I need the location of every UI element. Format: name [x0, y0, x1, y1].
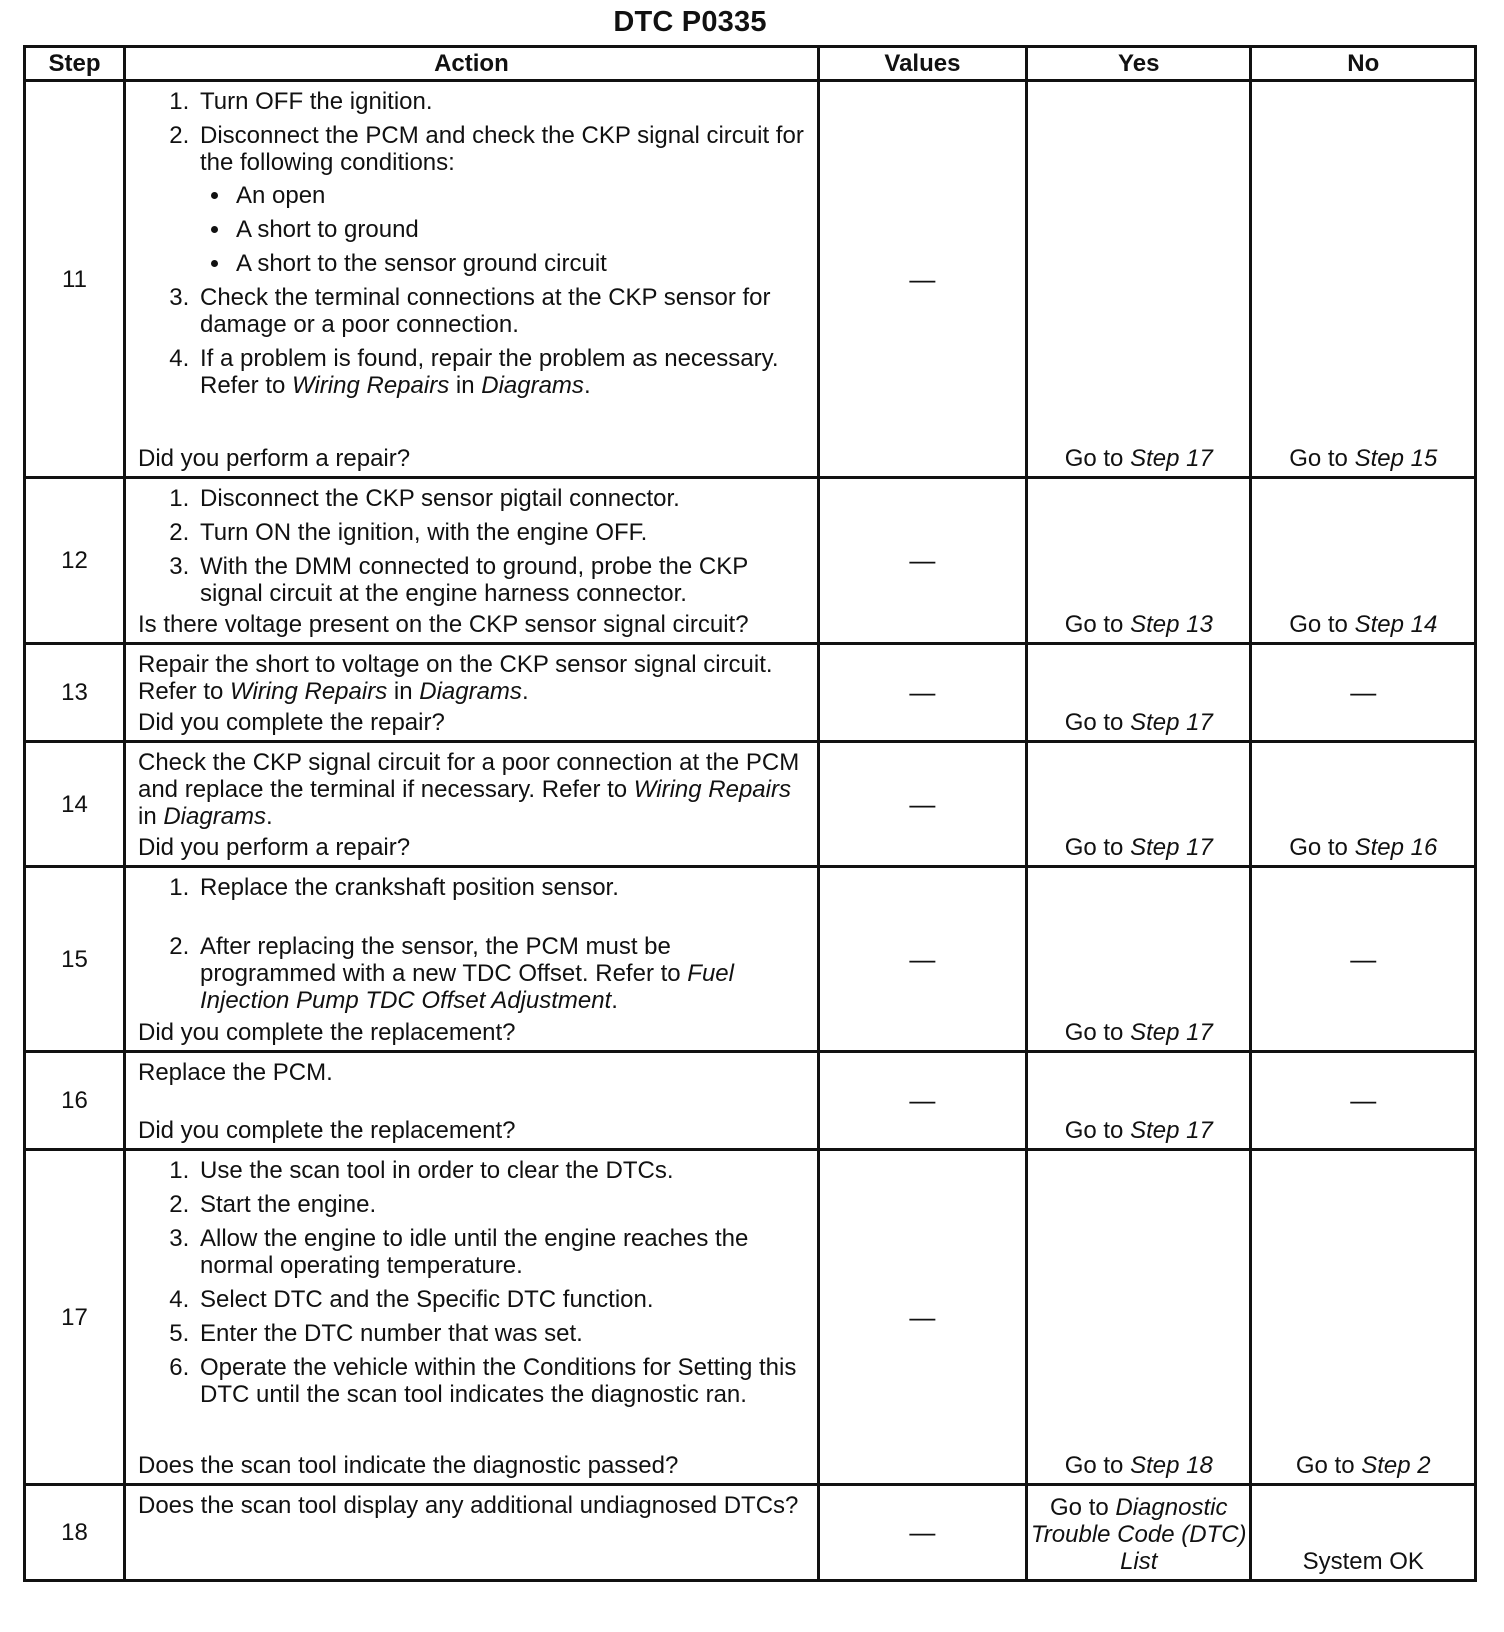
goto-label: Go to — [1064, 445, 1124, 472]
question-text: Is there voltage present on the CKP sensor signal circuit? — [137, 611, 749, 638]
list-item-text: If a problem is found, repair the problem as necessary. Refer to — [199, 345, 779, 399]
values-cell: — — [818, 81, 1026, 478]
goto-label: Go to — [1064, 834, 1124, 861]
header-values: Values — [818, 47, 1026, 81]
no-cell — [1251, 1150, 1476, 1485]
step-number: 11 — [25, 81, 125, 478]
list-item: 1. Replace the crankshaft position sensor. — [196, 874, 809, 901]
goto-label: Go to — [1064, 709, 1124, 736]
bullet-item: • A short to ground — [232, 216, 809, 243]
yes-cell — [1027, 742, 1251, 867]
no-target: Step 16 — [1354, 834, 1438, 861]
action-cell — [124, 1052, 818, 1150]
reference-link: Wiring Repairs — [633, 776, 791, 803]
step-number: 18 — [25, 1485, 125, 1581]
list-item: 1. Disconnect the CKP sensor pigtail connector. — [196, 485, 809, 512]
step-number: 15 — [25, 867, 125, 1052]
values-cell: — — [818, 1485, 1026, 1581]
yes-target: Diagnostic Trouble Code (DTC) List — [1030, 1494, 1247, 1575]
page-title: DTC P0335 — [613, 6, 767, 38]
list-item: 3. With the DMM connected to ground, probe the CKP signal circuit at the engine harness connector. — [196, 553, 809, 607]
list-item-text: After replacing the sensor, the PCM must be programmed with a new TDC Offset. Refer to — [199, 933, 681, 987]
reference-link: Diagrams — [419, 678, 522, 705]
no-cell — [1251, 478, 1476, 644]
yes-target: Step 18 — [1130, 1452, 1213, 1479]
table-row-step-17 — [25, 1150, 1476, 1485]
reference-link: Diagrams — [481, 372, 584, 399]
header-no: No — [1251, 47, 1476, 81]
table-row-step-11 — [25, 81, 1476, 478]
question-text: Did you complete the replacement? — [137, 1019, 516, 1046]
values-cell: — — [818, 644, 1026, 742]
action-cell — [124, 1485, 818, 1581]
table-row-step-13 — [25, 644, 1476, 742]
goto-label: Go to — [1064, 1117, 1124, 1144]
action-list — [138, 88, 809, 399]
bullet-list — [200, 182, 809, 277]
no-target: Step 15 — [1354, 445, 1438, 472]
action-list — [138, 874, 809, 1014]
list-item: 3. Allow the engine to idle until the engine reaches the normal operating temperature. — [196, 1225, 809, 1279]
header-row — [25, 47, 1476, 81]
list-item: 1. Use the scan tool in order to clear the DTCs. — [196, 1157, 809, 1184]
question-text: Did you perform a repair? — [137, 445, 411, 472]
list-item: 5. Enter the DTC number that was set. — [196, 1320, 809, 1347]
values-cell: — — [818, 478, 1026, 644]
goto-label: Go to — [1064, 1019, 1124, 1046]
action-cell — [124, 478, 818, 644]
yes-target: Step 13 — [1130, 611, 1213, 638]
list-item: 2. After replacing the sensor, the PCM must be programmed with a new TDC Offset. Refer to Fuel Injection Pump TDC Offset Adjustment. — [196, 933, 809, 1014]
action-cell — [124, 867, 818, 1052]
reference-link: Wiring Repairs — [230, 678, 388, 705]
question-text: Does the scan tool indicate the diagnostic passed? — [137, 1452, 679, 1479]
question-text: Did you complete the replacement? — [137, 1117, 516, 1144]
list-item: 4. If a problem is found, repair the problem as necessary. Refer to Wiring Repairs in Diagrams. — [196, 345, 809, 399]
no-cell — [1251, 81, 1476, 478]
list-item: 2. Start the engine. — [196, 1191, 809, 1218]
list-item: 2. Turn ON the ignition, with the engine OFF. — [196, 519, 809, 546]
list-item: 3. Check the terminal connections at the CKP sensor for damage or a poor connection. — [196, 284, 809, 338]
action-text: Replace the PCM. — [137, 1059, 333, 1086]
values-cell: — — [818, 867, 1026, 1052]
no-target: Step 2 — [1361, 1452, 1431, 1479]
yes-cell — [1027, 644, 1251, 742]
action-text-body: Repair the short to voltage on the CKP sensor signal circuit. Refer to — [137, 651, 773, 705]
yes-cell — [1027, 81, 1251, 478]
yes-target: Step 17 — [1130, 1117, 1213, 1144]
diagnostic-table — [23, 45, 1477, 1582]
header-action: Action — [124, 47, 818, 81]
no-target: Step 14 — [1354, 611, 1438, 638]
reference-connector: in — [137, 803, 157, 830]
question-text: Did you complete the repair? — [137, 709, 445, 736]
question-text: Did you perform a repair? — [137, 834, 411, 861]
list-item — [196, 122, 809, 277]
goto-label: Go to — [1050, 1494, 1109, 1521]
table-row-step-15 — [25, 867, 1476, 1052]
step-number: 13 — [25, 644, 125, 742]
reference-link: Fuel Injection Pump TDC Offset Adjustment — [199, 960, 734, 1014]
values-cell: — — [818, 742, 1026, 867]
goto-label: Go to — [1289, 611, 1348, 638]
bullet-item: • A short to the sensor ground circuit — [232, 250, 809, 277]
yes-cell — [1027, 1150, 1251, 1485]
action-text: Check the CKP signal circuit for a poor connection at the PCM and replace the terminal if necessary. Refer to Wiring Repairs in Diagrams. — [137, 749, 800, 830]
reference-link: Wiring Repairs — [292, 372, 450, 399]
list-item-text: Disconnect the PCM and check the CKP signal circuit for the following conditions: — [199, 122, 804, 176]
action-list — [138, 485, 809, 607]
no-cell: — — [1251, 867, 1476, 1052]
action-cell — [124, 742, 818, 867]
table-row-step-14 — [25, 742, 1476, 867]
reference-connector: in — [455, 372, 475, 399]
yes-target: Step 17 — [1130, 709, 1213, 736]
bullet-item: • An open — [232, 182, 809, 209]
reference-link: Diagrams — [163, 803, 267, 830]
action-cell — [124, 644, 818, 742]
goto-label: Go to — [1295, 1452, 1355, 1479]
yes-cell — [1027, 867, 1251, 1052]
yes-cell — [1027, 478, 1251, 644]
step-number: 17 — [25, 1150, 125, 1485]
values-cell: — — [818, 1052, 1026, 1150]
no-cell: System OK — [1251, 1485, 1476, 1581]
action-text-body: Check the CKP signal circuit for a poor connection at the PCM and replace the terminal if necessary. Refer to — [137, 749, 800, 803]
list-item: 6. Operate the vehicle within the Conditions for Setting this DTC until the scan tool indicates the diagnostic ran. — [196, 1354, 809, 1408]
yes-target: Step 17 — [1130, 1019, 1213, 1046]
step-number: 14 — [25, 742, 125, 867]
step-number: 12 — [25, 478, 125, 644]
no-cell: — — [1251, 1052, 1476, 1150]
list-item: 4. Select DTC and the Specific DTC function. — [196, 1286, 809, 1313]
no-cell — [1251, 742, 1476, 867]
no-cell: — — [1251, 644, 1476, 742]
table-row-step-12 — [25, 478, 1476, 644]
question-text: Does the scan tool display any additional undiagnosed DTCs? — [137, 1492, 799, 1519]
yes-target: Step 17 — [1130, 445, 1213, 472]
goto-label: Go to — [1289, 445, 1348, 472]
reference-connector: in — [393, 678, 413, 705]
table-row-step-18 — [25, 1485, 1476, 1581]
action-cell — [124, 81, 818, 478]
yes-cell — [1027, 1052, 1251, 1150]
values-cell: — — [818, 1150, 1026, 1485]
header-step: Step — [25, 47, 125, 81]
goto-label: Go to — [1289, 834, 1348, 861]
action-list — [138, 1157, 809, 1408]
action-cell — [124, 1150, 818, 1485]
step-number: 16 — [25, 1052, 125, 1150]
list-item: 1. Turn OFF the ignition. — [196, 88, 809, 115]
action-text: Repair the short to voltage on the CKP sensor signal circuit. Refer to Wiring Repairs in Diagrams. — [137, 651, 773, 705]
header-yes: Yes — [1027, 47, 1251, 81]
goto-label: Go to — [1064, 1452, 1124, 1479]
goto-label: Go to — [1064, 611, 1124, 638]
yes-target: Step 17 — [1130, 834, 1213, 861]
yes-cell — [1027, 1485, 1251, 1581]
table-row-step-16 — [25, 1052, 1476, 1150]
